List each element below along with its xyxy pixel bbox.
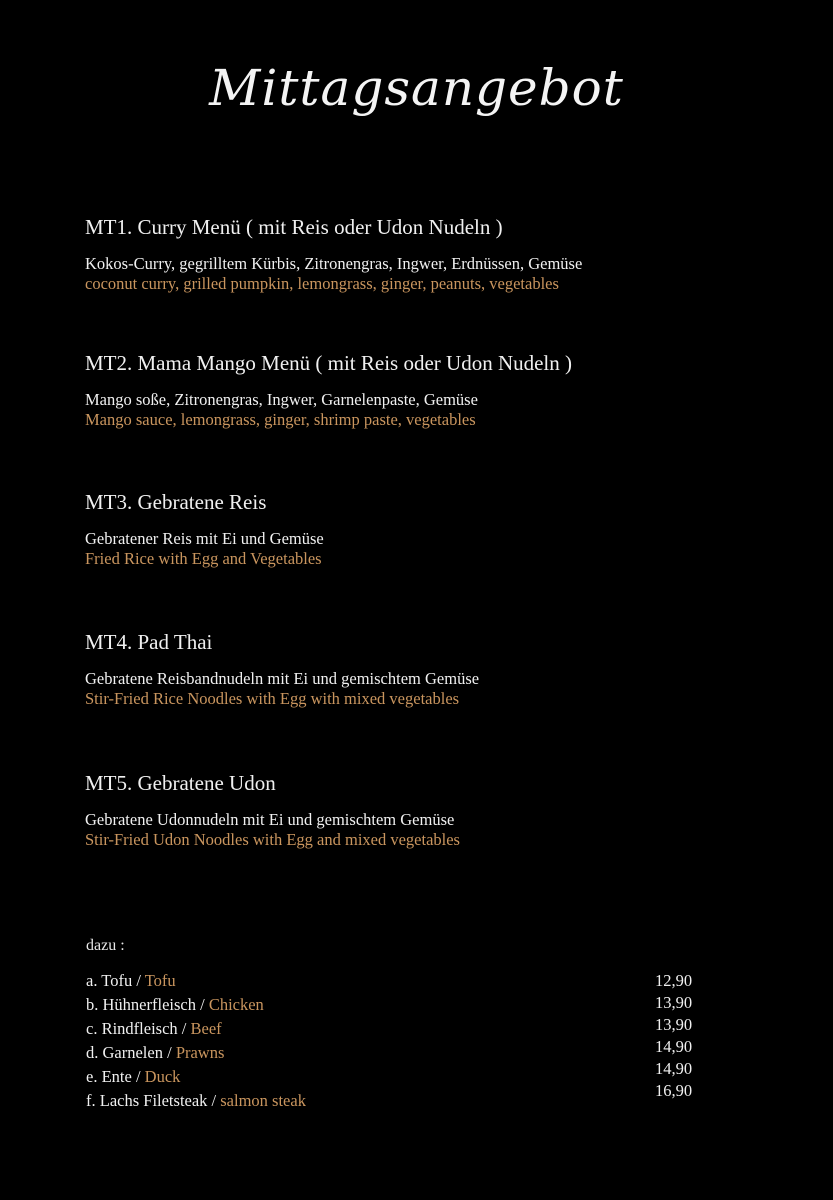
menu-item-description-de: Mango soße, Zitronengras, Ingwer, Garnelenpaste, Gemüse <box>85 390 478 410</box>
protein-option <box>86 1065 706 1089</box>
option-separator: / <box>131 1067 145 1086</box>
menu-item-heading: MT1. Curry Menü ( mit Reis oder Udon Nudeln ) <box>85 215 503 239</box>
protein-option-de: f. Lachs Filetsteak <box>86 1091 208 1110</box>
option-separator: / <box>195 995 209 1014</box>
protein-option <box>86 993 706 1017</box>
menu-item-description-de: Kokos-Curry, gegrilltem Kürbis, Zitronengras, Ingwer, Erdnüssen, Gemüse <box>85 254 583 274</box>
protein-option <box>86 1089 706 1113</box>
protein-option <box>86 1017 706 1041</box>
option-separator: / <box>132 971 145 990</box>
menu-item-description-en: Stir-Fried Udon Noodles with Egg and mixed vegetables <box>85 830 460 850</box>
protein-option <box>86 1041 706 1065</box>
protein-option-de: d. Garnelen <box>86 1043 163 1062</box>
menu-item-mt2 <box>85 351 785 430</box>
menu-item-description-de: Gebratener Reis mit Ei und Gemüse <box>85 529 324 549</box>
menu-item-heading: MT3. Gebratene Reis <box>85 490 267 514</box>
protein-option-en: Duck <box>144 1067 181 1086</box>
protein-option-en: Tofu <box>144 971 176 990</box>
protein-options-list <box>86 969 706 1113</box>
protein-option-en: Beef <box>190 1019 222 1038</box>
protein-option <box>86 969 706 993</box>
menu-item-heading: MT2. Mama Mango Menü ( mit Reis oder Udon Nudeln ) <box>85 351 573 375</box>
menu-item-mt4 <box>85 630 785 709</box>
price: 14,90 <box>655 1059 693 1078</box>
menu-item-description-en: Fried Rice with Egg and Vegetables <box>85 549 322 569</box>
extras-label: dazu : <box>86 937 125 954</box>
protein-option-de: c. Rindfleisch <box>86 1019 178 1038</box>
menu-item-description-de: Gebratene Udonnudeln mit Ei und gemischtem Gemüse <box>85 810 455 830</box>
price: 16,90 <box>655 1081 693 1100</box>
menu-item-description-en: coconut curry, grilled pumpkin, lemongrass, ginger, peanuts, vegetables <box>85 274 559 294</box>
menu-item-heading: MT4. Pad Thai <box>85 630 213 654</box>
protein-option-en: salmon steak <box>220 1091 306 1110</box>
price: 13,90 <box>655 993 693 1012</box>
menu-item-description-en: Mango sauce, lemongrass, ginger, shrimp paste, vegetables <box>85 410 476 430</box>
page-title: Mittagsangebot <box>209 59 624 117</box>
menu-item-mt1 <box>85 215 785 294</box>
price: 13,90 <box>655 1015 693 1034</box>
option-separator: / <box>162 1043 176 1062</box>
protein-option-de: e. Ente <box>86 1067 132 1086</box>
menu-item-description-en: Stir-Fried Rice Noodles with Egg with mixed vegetables <box>85 689 460 709</box>
option-separator: / <box>177 1019 191 1038</box>
protein-option-en: Prawns <box>175 1043 225 1062</box>
price: 12,90 <box>655 971 693 990</box>
menu-item-description-de: Gebratene Reisbandnudeln mit Ei und gemischtem Gemüse <box>85 669 480 689</box>
price-column <box>655 970 715 1102</box>
menu-item-heading: MT5. Gebratene Udon <box>85 771 276 795</box>
price: 14,90 <box>655 1037 693 1056</box>
protein-option-de: b. Hühnerfleisch <box>86 995 196 1014</box>
option-separator: / <box>207 1091 221 1110</box>
menu-item-mt3 <box>85 490 785 569</box>
menu-item-mt5 <box>85 771 785 850</box>
protein-option-en: Chicken <box>208 995 264 1014</box>
protein-option-de: a. Tofu <box>86 971 133 990</box>
